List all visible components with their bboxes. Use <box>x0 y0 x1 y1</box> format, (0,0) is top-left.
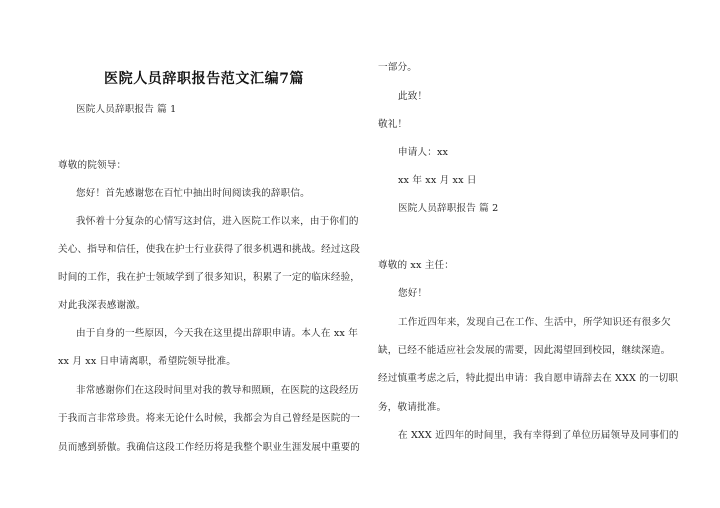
greeting-line: 您好！ <box>398 288 428 299</box>
date-line: xx 年 xx 月 xx 日 <box>398 175 477 186</box>
paragraph-line: 我怀着十分复杂的心情写这封信，进入医院工作以来，由于你们的 <box>76 216 359 227</box>
paragraph-line: 非常感谢你们在这段时间里对我的教导和照顾，在医院的这段经历 <box>76 385 359 396</box>
closing-line: 敬礼！ <box>378 119 408 130</box>
paragraph-line: 对此我深表感谢激。 <box>58 300 146 311</box>
paragraph-line: 关心、指导和信任，使我在护士行业获得了很多机遇和挑战。经过这段 <box>58 244 361 255</box>
paragraph-line: 经过慎重考虑之后，特此提出申请：我自愿申请辞去在 XXX 的一切职 <box>378 373 679 384</box>
greeting-line: 您好！首先感谢您在百忙中抽出时间阅读我的辞职信。 <box>76 188 310 199</box>
paragraph-line: xx 月 xx 日申请离职，希望院领导批准。 <box>58 356 236 367</box>
paragraph-line: 工作近四年来，发现自己在工作、生活中，所学知识还有很多欠 <box>398 317 671 328</box>
paragraph-line: 务，敬请批准。 <box>378 402 447 413</box>
section-heading-1: 医院人员辞职报告 篇 1 <box>76 104 177 115</box>
applicant-line: 申请人：xx <box>398 147 449 158</box>
salutation: 尊敬的 xx 主任： <box>378 260 454 271</box>
paragraph-line: 在 XXX 近四年的时间里，我有幸得到了单位历届领导及同事们的 <box>398 430 679 441</box>
section-heading-2: 医院人员辞职报告 篇 2 <box>398 203 499 214</box>
paragraph-line: 于我而言非常珍贵。将来无论什么时候，我都会为自己曾经是医院的一 <box>58 413 361 424</box>
page-title: 医院人员辞职报告范文汇编7篇 <box>104 71 305 87</box>
paragraph-line: 缺，已经不能适应社会发展的需要，因此渴望回到校园，继续深造。 <box>378 345 671 356</box>
paragraph-line: 由于自身的一些原因，今天我在这里提出辞职申请。本人在 xx 年 <box>76 328 358 339</box>
salutation: 尊敬的院领导： <box>58 160 127 171</box>
closing-line: 此致！ <box>398 91 428 102</box>
paragraph-line: 一部分。 <box>378 62 417 73</box>
paragraph-line: 时间的工作，我在护士领域学到了很多知识，积累了一定的临床经验， <box>58 272 361 283</box>
paragraph-line: 员而感到骄傲。我确信这段工作经历将是我整个职业生涯发展中重要的 <box>58 442 361 453</box>
